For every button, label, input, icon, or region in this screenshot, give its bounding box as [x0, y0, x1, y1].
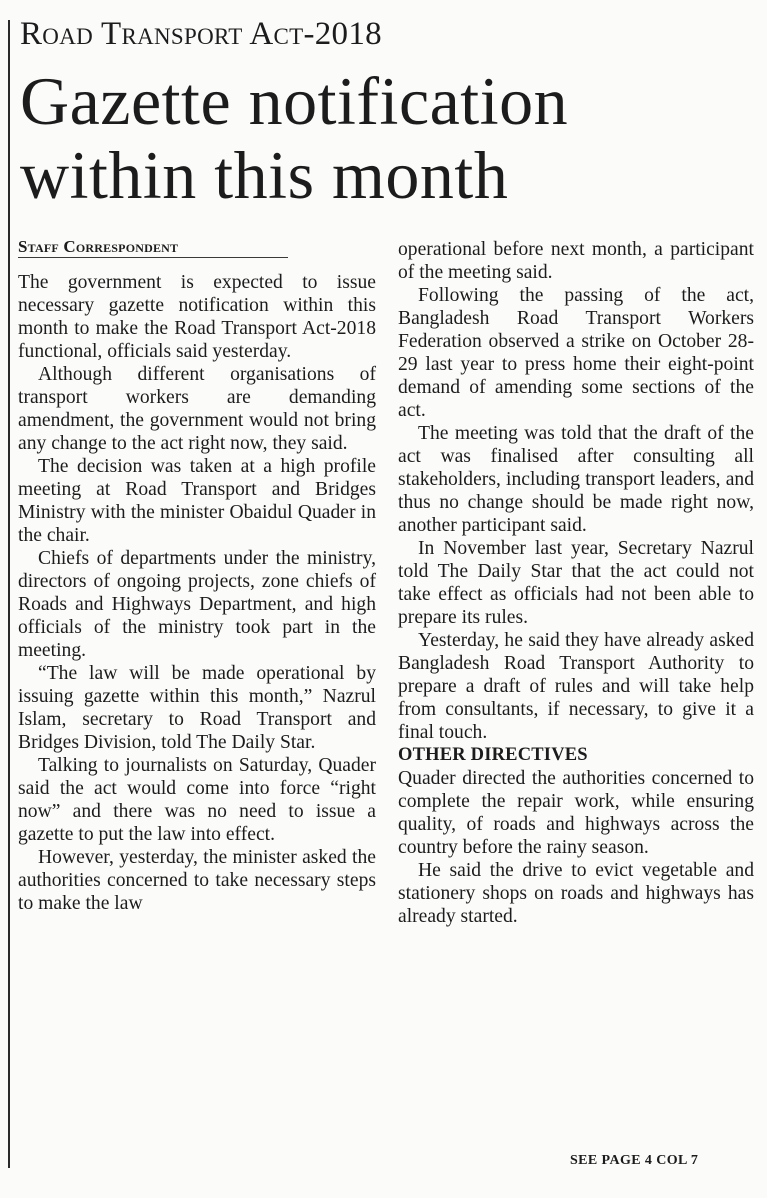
paragraph: The decision was taken at a high profile meeting at Road Transport and Bridges Ministry with the minister Obaidul Quader in the chair. — [18, 456, 376, 546]
headline-line-1: Gazette notification — [20, 63, 569, 139]
headline-line-2: within this month — [20, 137, 509, 213]
paragraph: Yesterday, he said they have already asked Bangladesh Road Transport Authority to prepare a draft of rules and will take help from consultants, if necessary, to give it a final touch. — [398, 630, 754, 743]
article-column-1 — [18, 236, 376, 915]
byline-text: Staff Correspondent — [18, 237, 288, 258]
paragraph: He said the drive to evict vegetable and stationery shops on roads and highways has already started. — [398, 860, 754, 927]
paragraph: In November last year, Secretary Nazrul told The Daily Star that the act could not take effect as officials had not been able to prepare its rules. — [398, 538, 754, 628]
kicker-title: Road Transport Act-2018 — [20, 16, 382, 52]
continuation-line: SEE PAGE 4 COL 7 — [570, 1153, 699, 1168]
subheading: OTHER DIRECTIVES — [398, 745, 588, 765]
paragraph: Talking to journalists on Saturday, Quader said the act would come into force “right now” and there was no need to issue a gazette to put the law into effect. — [18, 755, 376, 845]
paragraph: Quader directed the authorities concerned to complete the repair work, while ensuring quality, of roads and highways across the country before the rainy season. — [398, 768, 754, 858]
paragraph: The meeting was told that the draft of the act was finalised after consulting all stakeholders, including transport leaders, and thus no change should be made right now, another participant said. — [398, 423, 754, 536]
paragraph: Chiefs of departments under the ministry, directors of ongoing projects, zone chiefs of Roads and Highways Department, and high officials of the ministry took part in the meeting. — [18, 548, 376, 661]
paragraph: “The law will be made operational by issuing gazette within this month,” Nazrul Islam, secretary to Road Transport and Bridges Division, told The Daily Star. — [18, 663, 376, 753]
paragraph-continued: operational before next month, a participant of the meeting said. — [398, 239, 754, 283]
paragraph: Although different organisations of transport workers are demanding amendment, the government would not bring any change to the act right now, they said. — [18, 364, 376, 454]
paragraph: However, yesterday, the minister asked the authorities concerned to take necessary steps to make the law — [18, 847, 376, 914]
article-column-2 — [398, 238, 754, 928]
paragraph: Following the passing of the act, Bangladesh Road Transport Workers Federation observed a strike on October 28-29 last year to press home their eight-point demand of amending some sections of the act. — [398, 285, 754, 421]
headline — [20, 64, 760, 212]
column-rule — [8, 20, 10, 1168]
byline — [18, 236, 376, 258]
paragraph: The government is expected to issue necessary gazette notification within this month to make the Road Transport Act-2018 functional, officials said yesterday. — [18, 272, 376, 362]
